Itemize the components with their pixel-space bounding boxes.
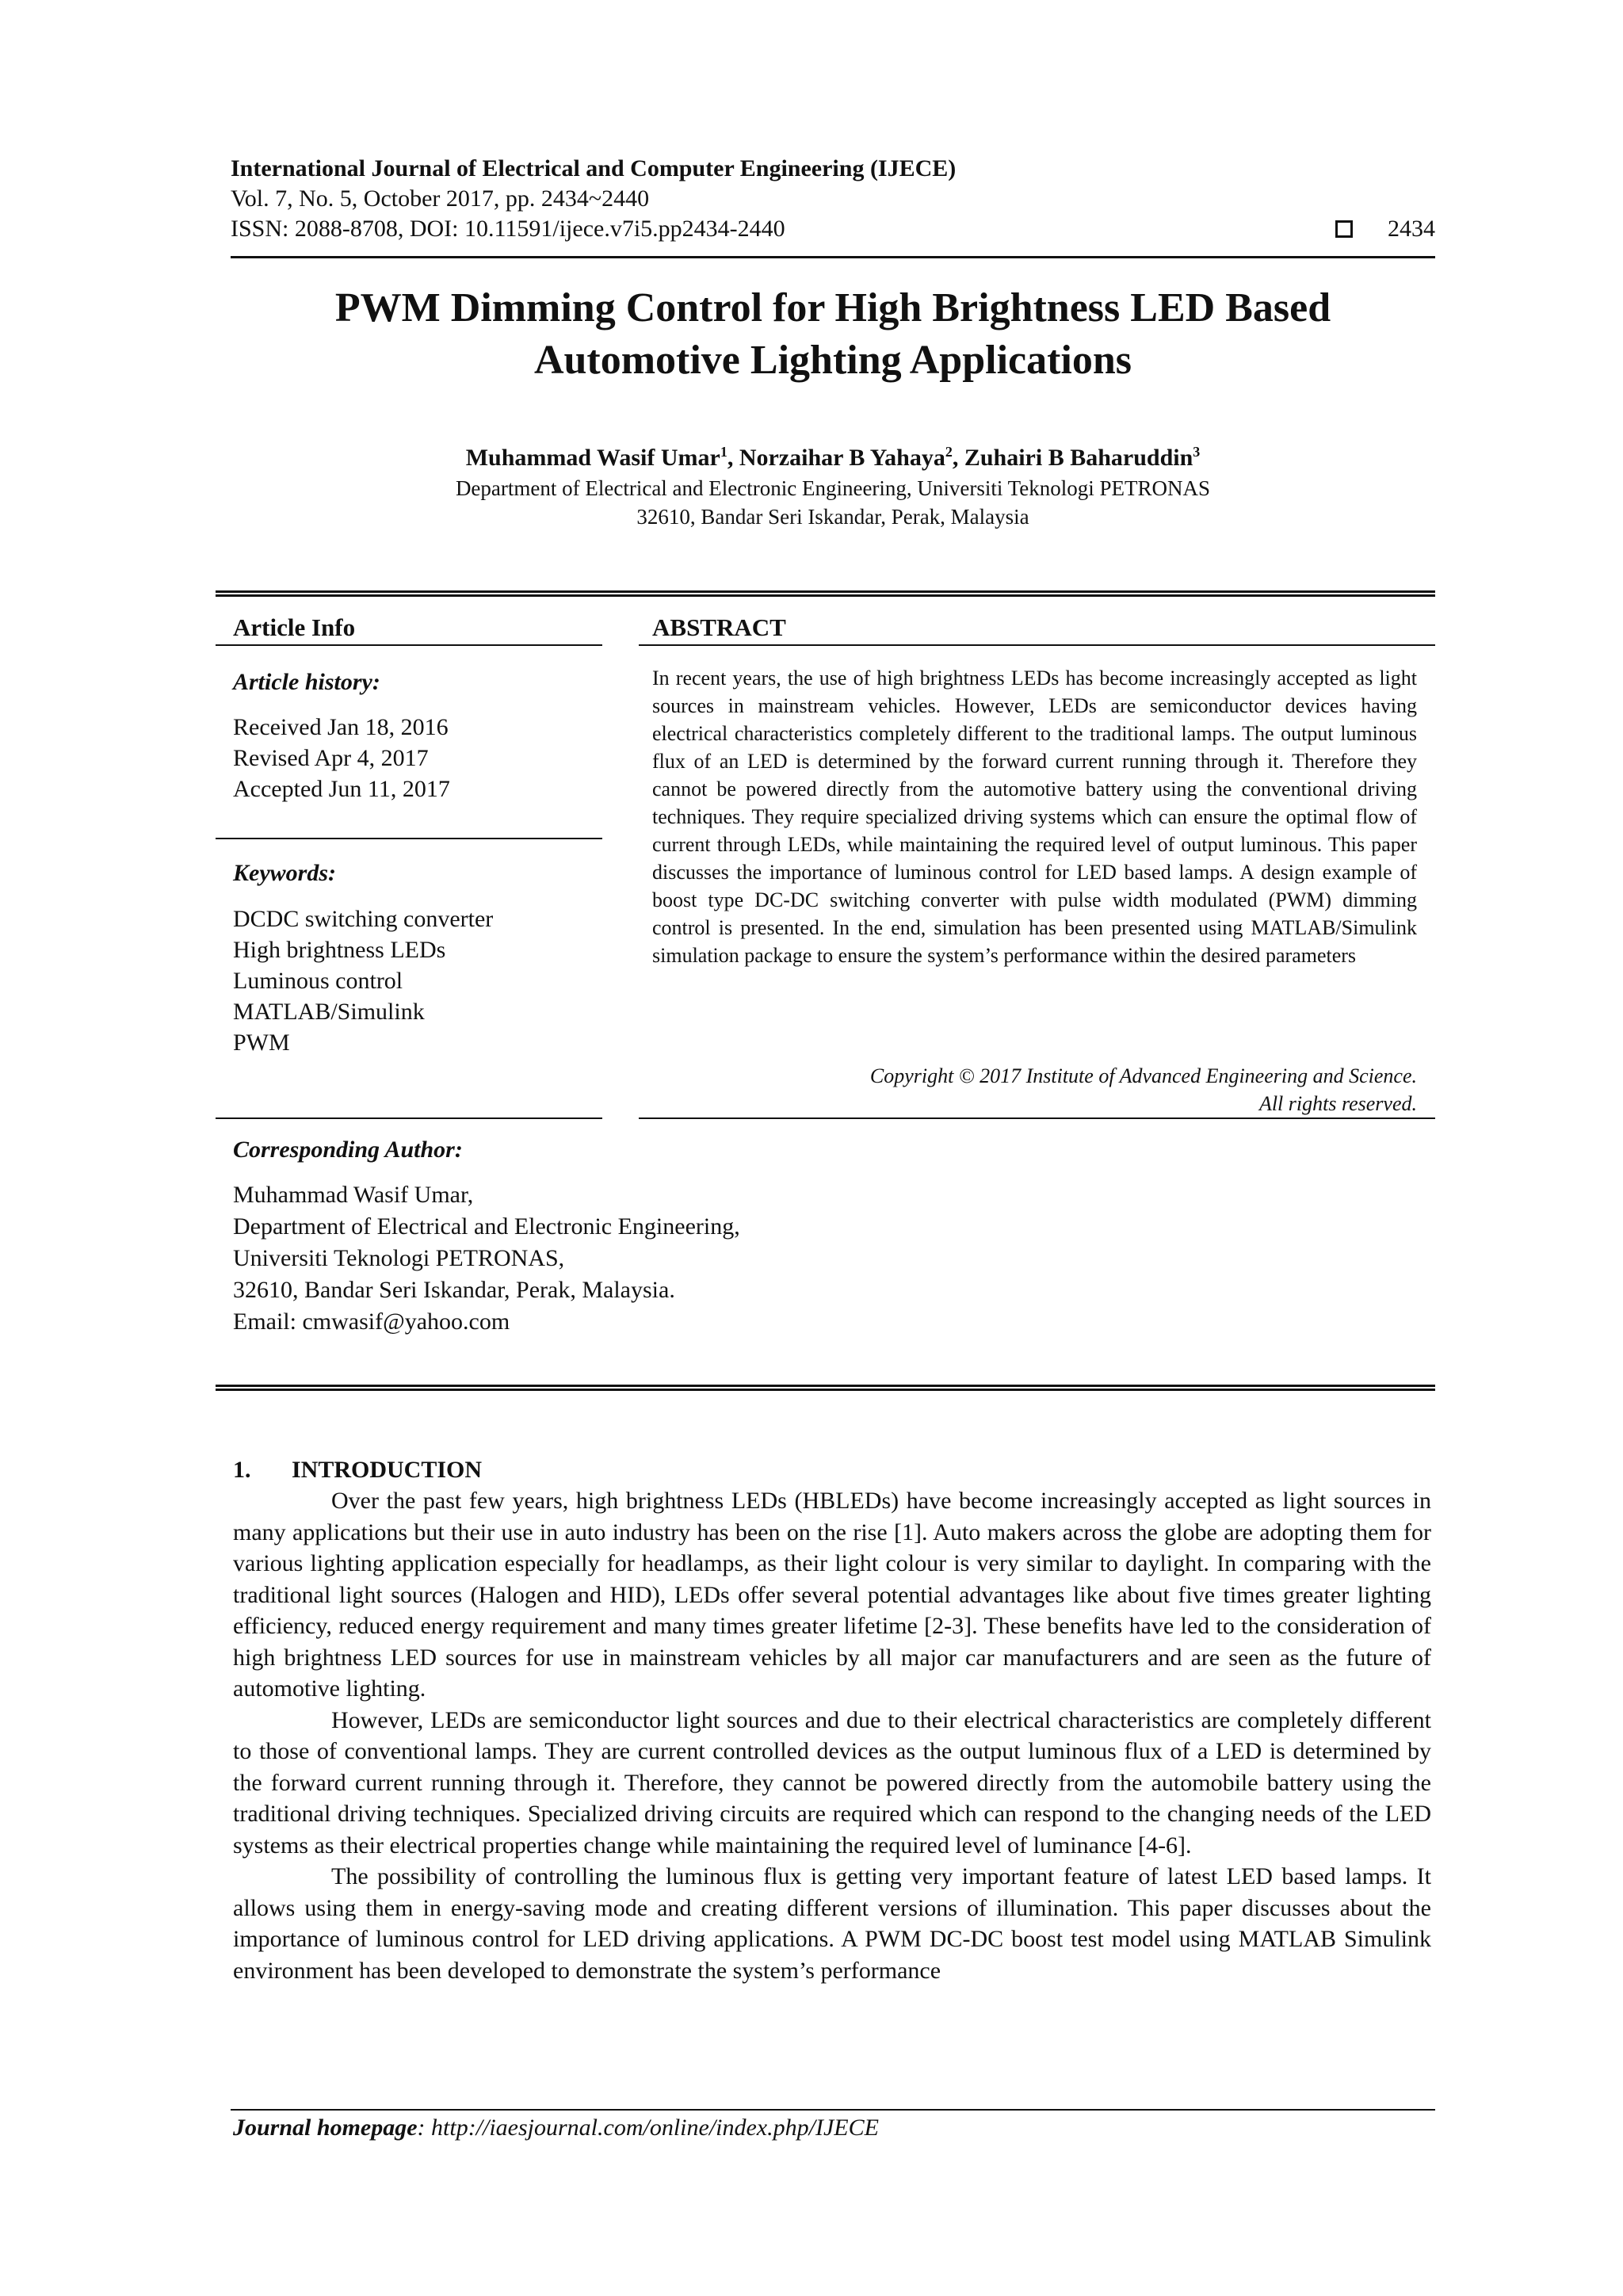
corresponding-dept: Department of Electrical and Electronic Engineering, <box>233 1213 740 1240</box>
keyword-item: DCDC switching converter <box>233 906 494 932</box>
author-sup: 2 <box>945 444 953 460</box>
keywords-heading: Keywords: <box>233 860 336 886</box>
corresponding-name: Muhammad Wasif Umar, <box>233 1182 474 1208</box>
corresponding-address: 32610, Bandar Seri Iskandar, Perak, Malaysia. <box>233 1277 675 1303</box>
abstract-heading-rule <box>639 644 1435 646</box>
abstract-heading: ABSTRACT <box>652 613 786 641</box>
body-paragraph: The possibility of controlling the luminous flux is getting very important feature of latest LED based lamps. It allows using them in energy-saving mode and creating different versions of illumination. This paper discusses about the importance of luminous control for LED driving applications. A PWM DC-DC boost test model using MATLAB Simulink environment has been developed to demonstrate the system’s performance <box>233 1863 1431 1984</box>
corresponding-details <box>233 1179 946 1338</box>
checkbox-icon <box>1335 220 1353 238</box>
author-sup: 3 <box>1193 444 1201 460</box>
paper-title-line1: PWM Dimming Control for High Brightness LED Based <box>334 285 1331 330</box>
copyright-line2: All rights reserved. <box>1258 1092 1417 1115</box>
section-title: INTRODUCTION <box>292 1457 483 1483</box>
abstract-rule <box>639 1117 1435 1119</box>
history-received: Received Jan 18, 2016 <box>233 714 449 740</box>
abstract-text: In recent years, the use of high brightness LEDs has become increasingly accepted as light sources in mainstream vehicles. However, LEDs are semiconductor devices having electrical characteristics completely different to the traditional lamps. The output luminous flux of an LED is determined by the forward current running through it. Therefore they cannot be powered directly from the automotive battery using the conventional driving techniques. They require specialized driving systems which can ensure the optimal flow of current through LEDs, while maintaining the required level of output luminous. This paper discusses the importance of luminous control for LED based lamps. A design example of boost type DC-DC switching converter with pulse width modulated (PWM) dimming control is presented. In the end, simulation has been presented using MATLAB/Simulink simulation package to ensure the system’s performance within the desired parameters <box>652 667 1417 967</box>
history-accepted: Accepted Jun 11, 2017 <box>233 776 450 802</box>
author-list: Muhammad Wasif Umar$^1$, Norzaihar B Yahaya$^2$, Zuhairi B Baharuddin$^3$ <box>465 444 1201 471</box>
history-rule <box>216 838 602 839</box>
paper-title <box>231 282 1435 387</box>
section-number: 1. <box>233 1457 251 1483</box>
header-rule <box>231 256 1435 258</box>
author-name: Zuhairi B Baharuddin <box>964 445 1193 471</box>
copyright-line1: Copyright © 2017 Institute of Advanced Engineering and Science. <box>869 1064 1417 1087</box>
homepage-label: Journal homepage <box>233 2115 418 2141</box>
journal-issn: ISSN: 2088-8708, DOI: 10.11591/ijece.v7i5.pp2434-2440 <box>231 216 785 242</box>
affiliation-line2: 32610, Bandar Seri Iskandar, Perak, Malaysia <box>636 505 1029 529</box>
author-name: Norzaihar B Yahaya <box>739 445 945 471</box>
article-history-list <box>233 712 450 804</box>
history-revised: Revised Apr 4, 2017 <box>233 745 429 771</box>
journal-header <box>231 154 1435 244</box>
page-number-group <box>1335 214 1435 244</box>
paper-title-line2: Automotive Lighting Applications <box>533 338 1132 383</box>
author-sup: 1 <box>720 444 727 460</box>
keyword-item: High brightness LEDs <box>233 937 446 963</box>
journal-homepage <box>233 2113 879 2143</box>
keyword-item: Luminous control <box>233 968 403 994</box>
issn-row <box>231 214 1435 244</box>
footer-rule <box>231 2109 1435 2111</box>
keyword-item: PWM <box>233 1030 290 1056</box>
copyright <box>652 1062 1417 1117</box>
journal-title: International Journal of Electrical and Computer Engineering (IJECE) <box>231 155 957 181</box>
frame-top-rule <box>216 590 1435 597</box>
corresponding-heading: Corresponding Author: <box>233 1137 463 1163</box>
journal-volume: Vol. 7, No. 5, October 2017, pp. 2434~2440 <box>231 185 650 212</box>
article-info-rule <box>216 644 602 646</box>
frame-bottom-rule <box>216 1385 1435 1391</box>
article-history-heading: Article history: <box>233 669 380 695</box>
affiliation <box>231 474 1435 531</box>
corresponding-email: Email: cmwasif@yahoo.com <box>233 1308 510 1335</box>
body-paragraph: Over the past few years, high brightness LEDs (HBLEDs) have become increasingly accepted as light sources in many applications but their use in auto industry has been on the rise [1]. Auto makers across the globe are adopting them for various lighting application especially for headlamps, as their light colour is very similar to daylight. In comparing with the traditional light sources (Halogen and HID), LEDs offer several potential advantages like about five times greater lighting efficiency, reduced energy requirement and many times greater lifetime [2-3]. These benefits have led to the consideration of high brightness LED sources for use in mainstream vehicles by all major car manufacturers and are seen as the future of automotive lighting. <box>233 1488 1431 1702</box>
page-number: 2434 <box>1388 216 1435 242</box>
body-paragraph: However, LEDs are semiconductor light sources and due to their electrical characteristics are completely different to those of conventional lamps. They are current controlled devices as the output luminous flux of a LED is determined by the forward current running through it. Therefore, they cannot be powered directly from the automobile battery using the traditional driving techniques. Specialized driving circuits are required which can respond to the changing needs of the LED systems as their electrical properties change while maintaining the required level of luminance [4-6]. <box>233 1706 1431 1859</box>
keywords-rule <box>216 1117 602 1119</box>
article-info-heading: Article Info <box>233 613 356 641</box>
affiliation-line1: Department of Electrical and Electronic Engineering, Universiti Teknologi PETRONAS <box>455 476 1211 500</box>
section-heading-introduction <box>233 1455 482 1485</box>
homepage-url[interactable]: : http://iaesjournal.com/online/index.php/IJECE <box>417 2115 879 2141</box>
introduction-body <box>233 1485 1431 1986</box>
author-name: Muhammad Wasif Umar <box>465 445 720 471</box>
keyword-item: MATLAB/Simulink <box>233 999 425 1025</box>
corresponding-univ: Universiti Teknologi PETRONAS, <box>233 1245 565 1271</box>
keywords-list <box>233 904 493 1058</box>
